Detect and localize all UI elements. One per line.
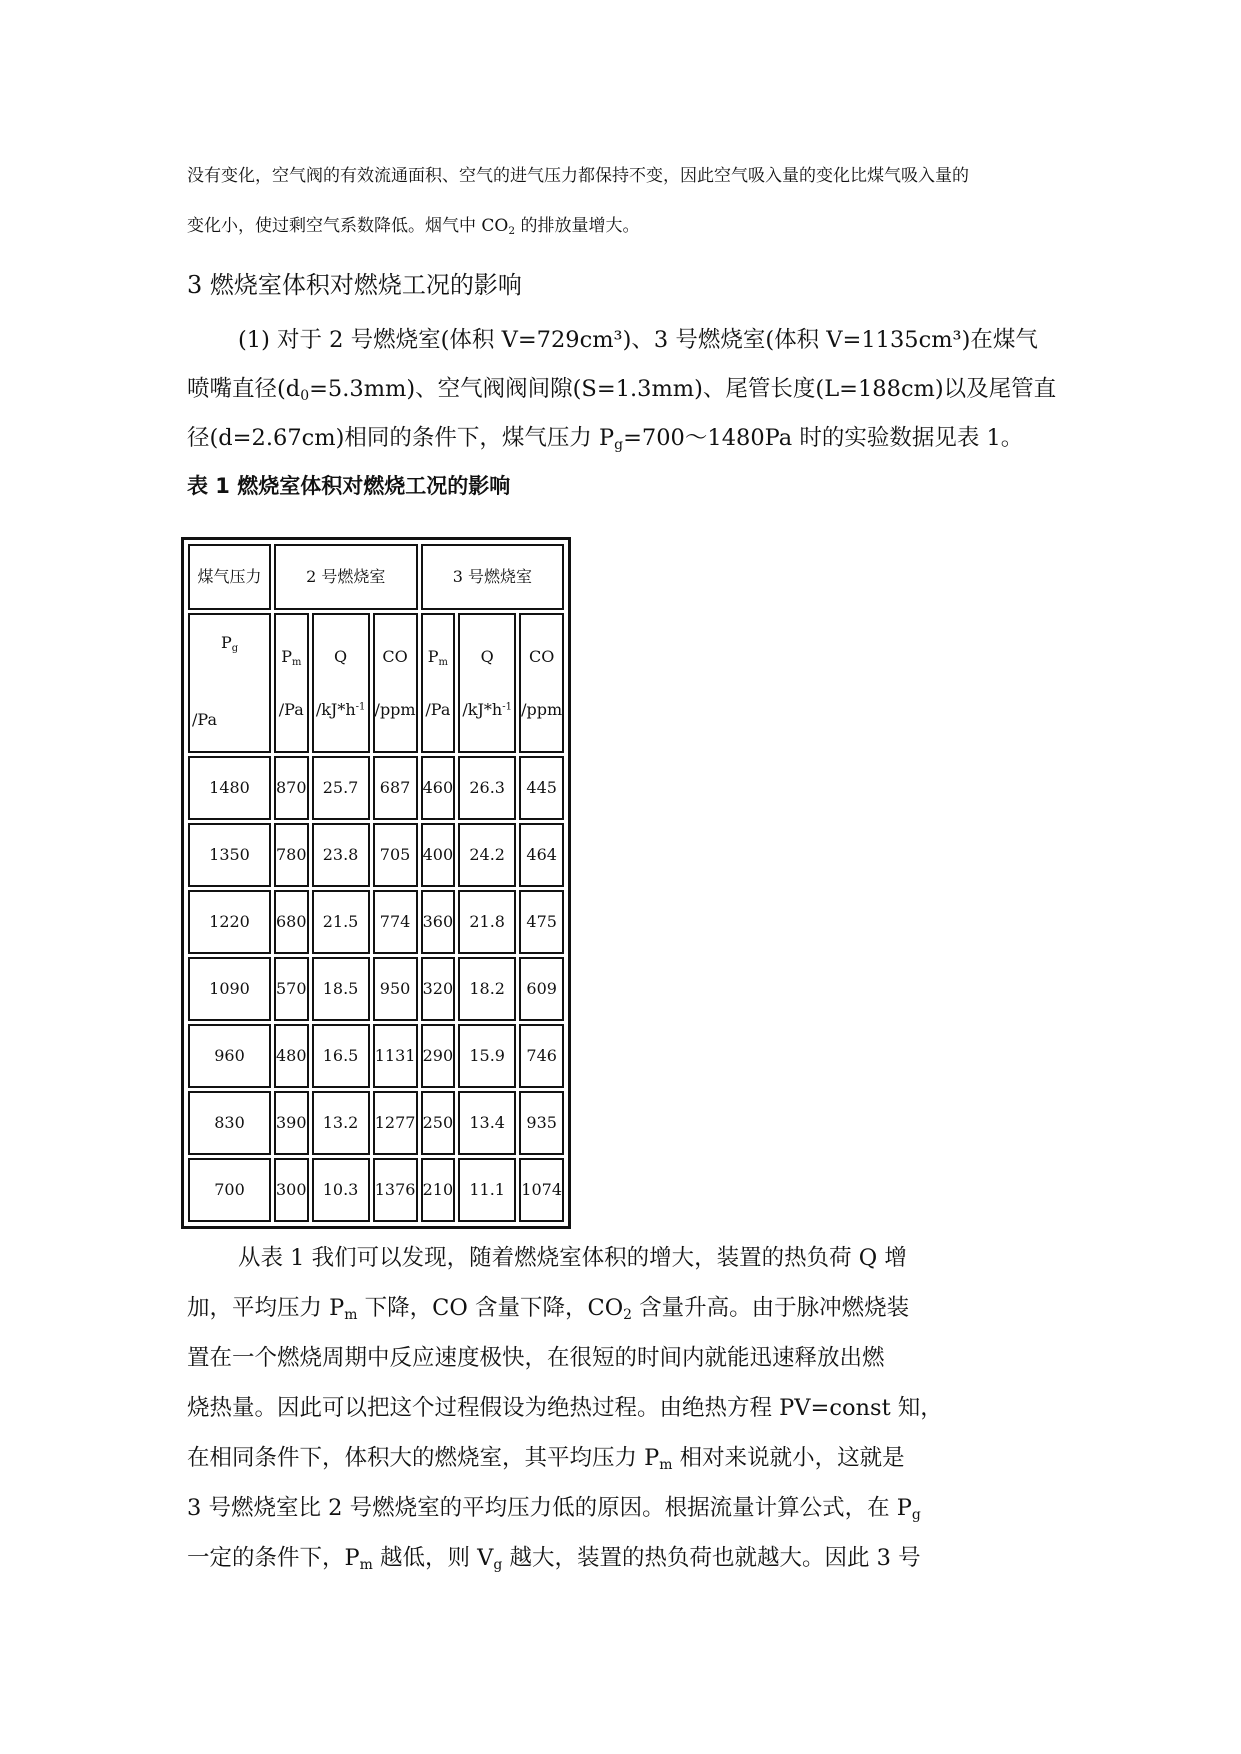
table-row <box>188 1024 564 1088</box>
table-row <box>188 823 564 887</box>
para1-line-3: 径(d=2.67cm)相同的条件下，煤气压力 $P_g=700\sim 1480Pa$ 时的实验数据见表 1。 <box>187 425 1024 454</box>
header-chamber-2: 2 号燃烧室 <box>274 544 418 610</box>
cell-co3: 475 <box>519 890 564 954</box>
header-q-3: Q $/kJ*h^{-1}$ <box>458 613 516 753</box>
table-header-row-1 <box>188 544 564 610</box>
cell-q3: 15.9 <box>458 1024 516 1088</box>
intro-line-2: 变化小，使过剩空气系数降低。烟气中 $CO_2$ 的排放量增大。 <box>187 216 640 238</box>
table-row <box>188 1091 564 1155</box>
cell-pm2: 870 <box>274 756 309 820</box>
cell-pg: 1090 <box>188 957 271 1021</box>
cell-co2: 774 <box>373 890 418 954</box>
cell-co2: 1277 <box>373 1091 418 1155</box>
cell-q3: 18.2 <box>458 957 516 1021</box>
cell-co2: 1376 <box>373 1158 418 1222</box>
header-co-2: CO /ppm <box>373 613 418 753</box>
para1-line-2: 喷嘴直径$(d_0=5.3mm)$、空气阀阀间隙(S=1.3mm)、尾管长度(L=188cm)以及尾管直 <box>187 376 1057 405</box>
cell-pm2: 780 <box>274 823 309 887</box>
header-chamber-3: 3 号燃烧室 <box>421 544 565 610</box>
table-header-row-2 <box>188 613 564 753</box>
cell-q2: 18.5 <box>312 957 370 1021</box>
cell-q3: 13.4 <box>458 1091 516 1155</box>
data-table-grid <box>185 541 567 1225</box>
cell-pm3: 290 <box>421 1024 456 1088</box>
cell-co2: 705 <box>373 823 418 887</box>
cell-pm3: 320 <box>421 957 456 1021</box>
cell-pm2: 570 <box>274 957 309 1021</box>
cell-co2: 950 <box>373 957 418 1021</box>
para2-line-1: 从表 1 我们可以发现，随着燃烧室体积的增大，装置的热负荷 Q 增 <box>238 1245 907 1271</box>
cell-q2: 13.2 <box>312 1091 370 1155</box>
cell-pm2: 300 <box>274 1158 309 1222</box>
cell-co3: 464 <box>519 823 564 887</box>
cell-pm2: 680 <box>274 890 309 954</box>
cell-pm3: 360 <box>421 890 456 954</box>
header-q-2: Q $/kJ*h^{-1}$ <box>312 613 370 753</box>
cell-q3: 11.1 <box>458 1158 516 1222</box>
table-row <box>188 756 564 820</box>
cell-pm3: 250 <box>421 1091 456 1155</box>
cell-pm3: 210 <box>421 1158 456 1222</box>
cell-co2: 1131 <box>373 1024 418 1088</box>
intro-line-1: 没有变化，空气阀的有效流通面积、空气的进气压力都保持不变，因此空气吸入量的变化比煤气吸入量的 <box>187 166 969 186</box>
cell-pg: 830 <box>188 1091 271 1155</box>
table-row <box>188 890 564 954</box>
cell-pm2: 390 <box>274 1091 309 1155</box>
para2-line-6: 3 号燃烧室比 2 号燃烧室的平均压力低的原因。根据流量计算公式，在 $P_g$ <box>187 1495 921 1524</box>
section-title: 3 燃烧室体积对燃烧工况的影响 <box>187 271 522 299</box>
cell-q2: 23.8 <box>312 823 370 887</box>
cell-co3: 1074 <box>519 1158 564 1222</box>
para2-line-2: 加，平均压力 $P_m$ 下降，CO 含量下降，$CO_2$ 含量升高。由于脉冲燃烧装 <box>187 1295 910 1324</box>
cell-q2: 25.7 <box>312 756 370 820</box>
table-caption: 表 1 燃烧室体积对燃烧工况的影响 <box>187 474 511 498</box>
cell-q3: 26.3 <box>458 756 516 820</box>
para2-line-3: 置在一个燃烧周期中反应速度极快，在很短的时间内就能迅速释放出燃 <box>187 1345 885 1371</box>
cell-co3: 445 <box>519 756 564 820</box>
cell-pg: 1480 <box>188 756 271 820</box>
header-pressure: 煤气压力 <box>188 544 271 610</box>
para2-line-5: 在相同条件下，体积大的燃烧室，其平均压力 $P_m$ 相对来说就小，这就是 <box>187 1445 905 1474</box>
para2-line-4: 烧热量。因此可以把这个过程假设为绝热过程。由绝热方程 PV=const 知， <box>187 1395 943 1421</box>
cell-pg: 1220 <box>188 890 271 954</box>
cell-pg: 960 <box>188 1024 271 1088</box>
para2-line-7: 一定的条件下，$P_m$ 越低，则 $V_g$ 越大，装置的热负荷也就越大。因此 3 号 <box>187 1545 921 1574</box>
header-pm-2: $P_m$ /Pa <box>274 613 309 753</box>
cell-q3: 24.2 <box>458 823 516 887</box>
cell-pg: 1350 <box>188 823 271 887</box>
cell-q2: 21.5 <box>312 890 370 954</box>
header-co-3: CO /ppm <box>519 613 564 753</box>
cell-co2: 687 <box>373 756 418 820</box>
header-pm-3: $P_m$ /Pa <box>421 613 456 753</box>
cell-q2: 10.3 <box>312 1158 370 1222</box>
cell-q3: 21.8 <box>458 890 516 954</box>
cell-pm2: 480 <box>274 1024 309 1088</box>
cell-q2: 16.5 <box>312 1024 370 1088</box>
para1-line-1: (1) 对于 2 号燃烧室(体积 V=729cm³)、3 号燃烧室(体积 V=1135cm³)在煤气 <box>238 327 1038 353</box>
table-row <box>188 957 564 1021</box>
cell-pm3: 400 <box>421 823 456 887</box>
cell-co3: 609 <box>519 957 564 1021</box>
cell-co3: 935 <box>519 1091 564 1155</box>
table-row <box>188 1158 564 1222</box>
cell-pg: 700 <box>188 1158 271 1222</box>
data-table <box>181 537 571 1229</box>
cell-co3: 746 <box>519 1024 564 1088</box>
header-pg: $P_g$ /Pa <box>188 613 271 753</box>
cell-pm3: 460 <box>421 756 456 820</box>
